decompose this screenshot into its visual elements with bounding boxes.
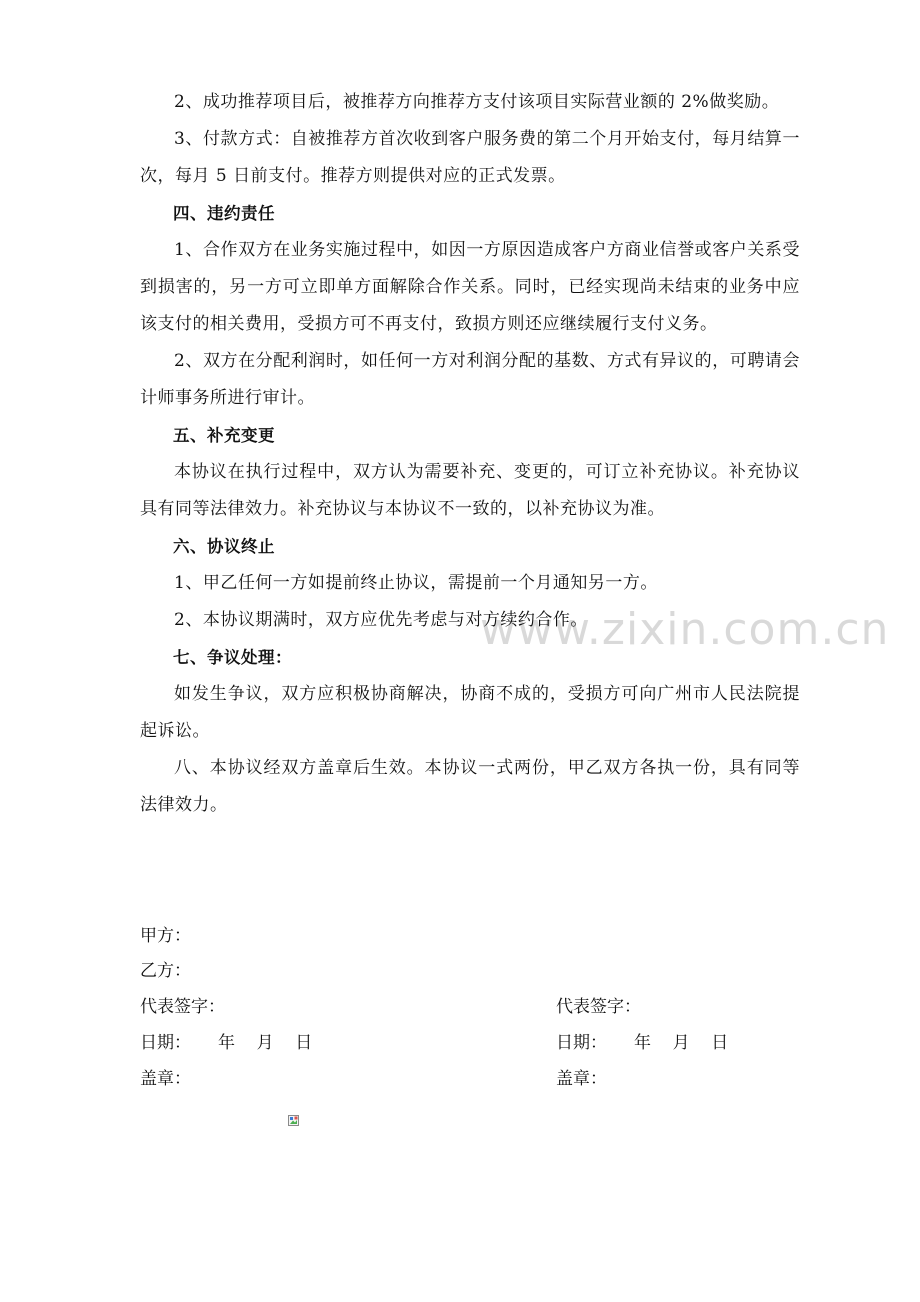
party-b-label: 乙方：	[140, 961, 191, 981]
clause-paragraph: 如发生争议，双方应积极协商解决，协商不成的，受损方可向广州市人民法院提起诉讼。	[140, 684, 800, 741]
contract-body	[140, 84, 800, 824]
left-date-label: 日期： 年 月 日	[140, 1033, 313, 1053]
watermark-text: www.zixin.com.cn	[480, 604, 890, 655]
left-rep-sign-label: 代表签字：	[140, 997, 225, 1017]
clause-paragraph: 1、甲乙任何一方如提前终止协议，需提前一个月通知另一方。	[174, 573, 658, 593]
party-a-label: 甲方：	[140, 926, 191, 946]
clause-paragraph: 2、本协议期满时，双方应优先考虑与对方续约合作。	[174, 610, 588, 630]
right-rep-sign-label: 代表签字：	[556, 997, 641, 1017]
clause-paragraph: 八、本协议经双方盖章后生效。本协议一式两份，甲乙双方各执一份，具有同等法律效力。	[140, 758, 800, 815]
clause-paragraph: 2、成功推荐项目后，被推荐方向推荐方支付该项目实际营业额的 2%做奖励。	[174, 92, 780, 112]
section-heading: 五、补充变更	[173, 426, 275, 445]
left-seal-label: 盖章：	[140, 1069, 191, 1089]
clause-paragraph: 1、合作双方在业务实施过程中，如因一方原因造成客户方商业信誉或客户关系受到损害的，另一方可立即单方面解除合作关系。同时，已经实现尚未结束的业务中应该支付的相关费用，受损方可不再支付，致损方则还应继续履行支付义务。	[140, 240, 800, 334]
section-heading: 四、违约责任	[173, 204, 275, 223]
right-date-label: 日期： 年 月 日	[556, 1033, 729, 1053]
right-seal-label: 盖章：	[556, 1069, 607, 1089]
clause-paragraph: 3、付款方式：自被推荐方首次收到客户服务费的第二个月开始支付，每月结算一次，每月 5 日前支付。推荐方则提供对应的正式发票。	[140, 129, 800, 186]
section-heading: 六、协议终止	[173, 537, 275, 556]
clause-paragraph: 2、双方在分配利润时，如任何一方对利润分配的基数、方式有异议的，可聘请会计师事务所进行审计。	[140, 351, 800, 408]
clause-paragraph: 本协议在执行过程中，双方认为需要补充、变更的，可订立补充协议。补充协议具有同等法律效力。补充协议与本协议不一致的，以补充协议为准。	[140, 462, 800, 519]
section-heading: 七、争议处理：	[173, 648, 292, 667]
broken-image-icon	[288, 1115, 299, 1126]
